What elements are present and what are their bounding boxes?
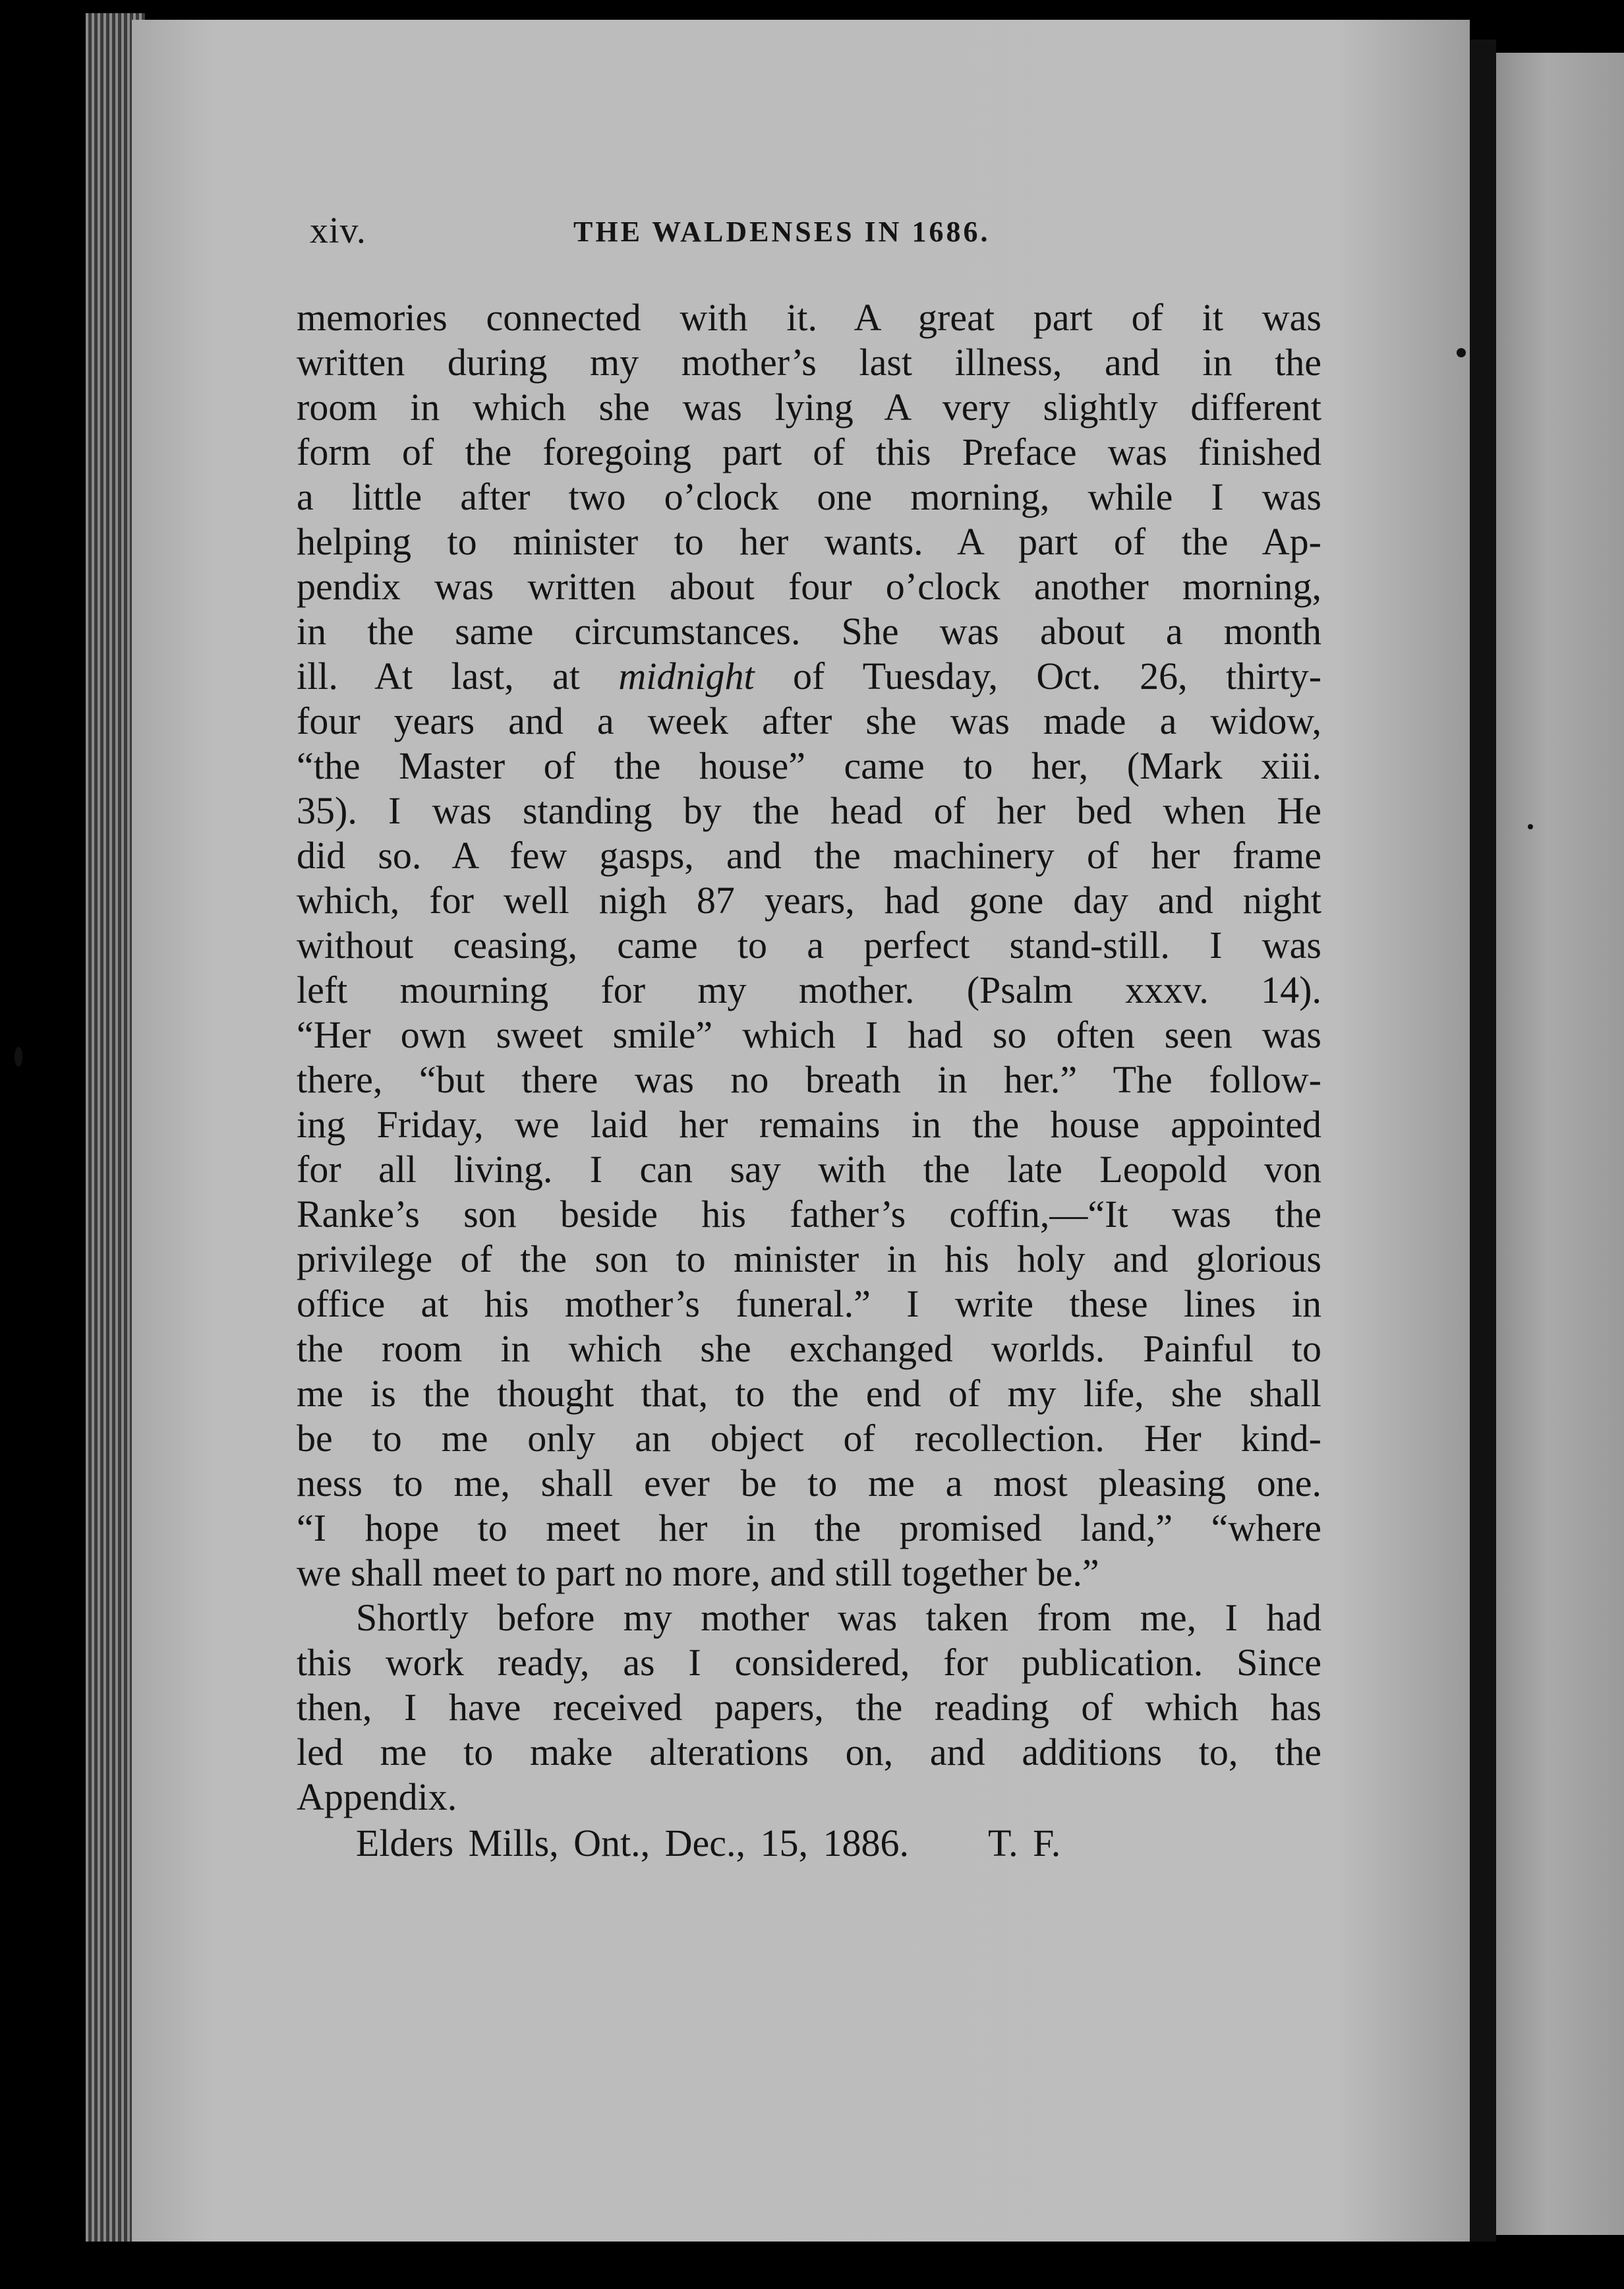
text-line: for all living. I can say with the late Leopold von — [297, 1148, 1321, 1191]
text-line-with-italic — [297, 654, 1321, 699]
italic-word: midnight — [618, 655, 755, 698]
text-line: room in which she was lying A very slightly different — [297, 386, 1321, 429]
text-line: ing Friday, we laid her remains in the house appointed — [297, 1103, 1321, 1146]
text-line: office at his mother’s funeral.” I write these lines in — [297, 1282, 1321, 1325]
text-line: we shall meet to part no more, and still together be.” — [297, 1551, 1099, 1594]
page-number: xiv. — [310, 210, 366, 251]
ink-speck — [1528, 824, 1533, 829]
text-line: four years and a week after she was made a widow, — [297, 699, 1321, 742]
text-line: there, “but there was no breath in her.” The follow- — [297, 1058, 1321, 1101]
text-line: led me to make alterations on, and additions to, the — [297, 1731, 1321, 1773]
ink-speck — [14, 1047, 22, 1067]
text-line: privilege of the son to minister in his holy and glorious — [297, 1237, 1321, 1280]
ink-speck — [1457, 348, 1466, 357]
text-line: 35). I was standing by the head of her bed when He — [297, 789, 1321, 832]
signature-place-date: Elders Mills, Ont., Dec., 15, 1886. — [356, 1822, 910, 1864]
running-title: THE WALDENSES IN 1686. — [573, 216, 991, 248]
text-line: this work ready, as I considered, for publication. Since — [297, 1641, 1321, 1684]
preface-text — [297, 295, 1321, 1866]
facing-page-edge — [1496, 53, 1624, 2235]
text-line: “I hope to meet her in the promised land,” “where — [297, 1506, 1321, 1549]
signature-line — [297, 1821, 1321, 1866]
text-line: “the Master of the house” came to her, (Mark xiii. — [297, 744, 1321, 787]
text-line: then, I have received papers, the reading of which has — [297, 1686, 1321, 1729]
text-line: pendix was written about four o’clock another morning, — [297, 565, 1321, 608]
text-line: a little after two o’clock one morning, while I was — [297, 475, 1321, 518]
text-line: me is the thought that, to the end of my life, she shall — [297, 1372, 1321, 1415]
text-fragment: ill. At last, at — [297, 655, 580, 698]
text-line: form of the foregoing part of this Preface was finished — [297, 431, 1321, 473]
text-line: be to me only an object of recollection. Her kind- — [297, 1417, 1321, 1460]
text-line: ness to me, shall ever be to me a most pleasing one. — [297, 1462, 1321, 1504]
text-line: the room in which she exchanged worlds. Painful to — [297, 1327, 1321, 1370]
signature-initials: T. F. — [988, 1822, 1061, 1864]
text-line: written during my mother’s last illness, and in the — [297, 341, 1321, 384]
text-line: Appendix. — [297, 1775, 457, 1818]
text-line: memories connected with it. A great part of it was — [297, 296, 1321, 339]
text-line: Ranke’s son beside his father’s coffin,—“It was the — [297, 1193, 1321, 1235]
book-gutter — [1470, 40, 1496, 2242]
text-fragment: of Tuesday, Oct. 26, thirty- — [793, 655, 1322, 698]
text-line: helping to minister to her wants. A part of the Ap- — [297, 520, 1321, 563]
text-line: did so. A few gasps, and the machinery of her frame — [297, 834, 1321, 877]
text-line: Shortly before my mother was taken from me, I had — [356, 1596, 1321, 1639]
text-line: left mourning for my mother. (Psalm xxxv. 14). — [297, 968, 1321, 1011]
text-line: “Her own sweet smile” which I had so often seen was — [297, 1013, 1321, 1056]
text-line: which, for well nigh 87 years, had gone day and night — [297, 879, 1321, 922]
text-line: in the same circumstances. She was about a month — [297, 610, 1321, 653]
running-head — [310, 210, 1074, 256]
text-line: without ceasing, came to a perfect stand-still. I was — [297, 924, 1321, 966]
